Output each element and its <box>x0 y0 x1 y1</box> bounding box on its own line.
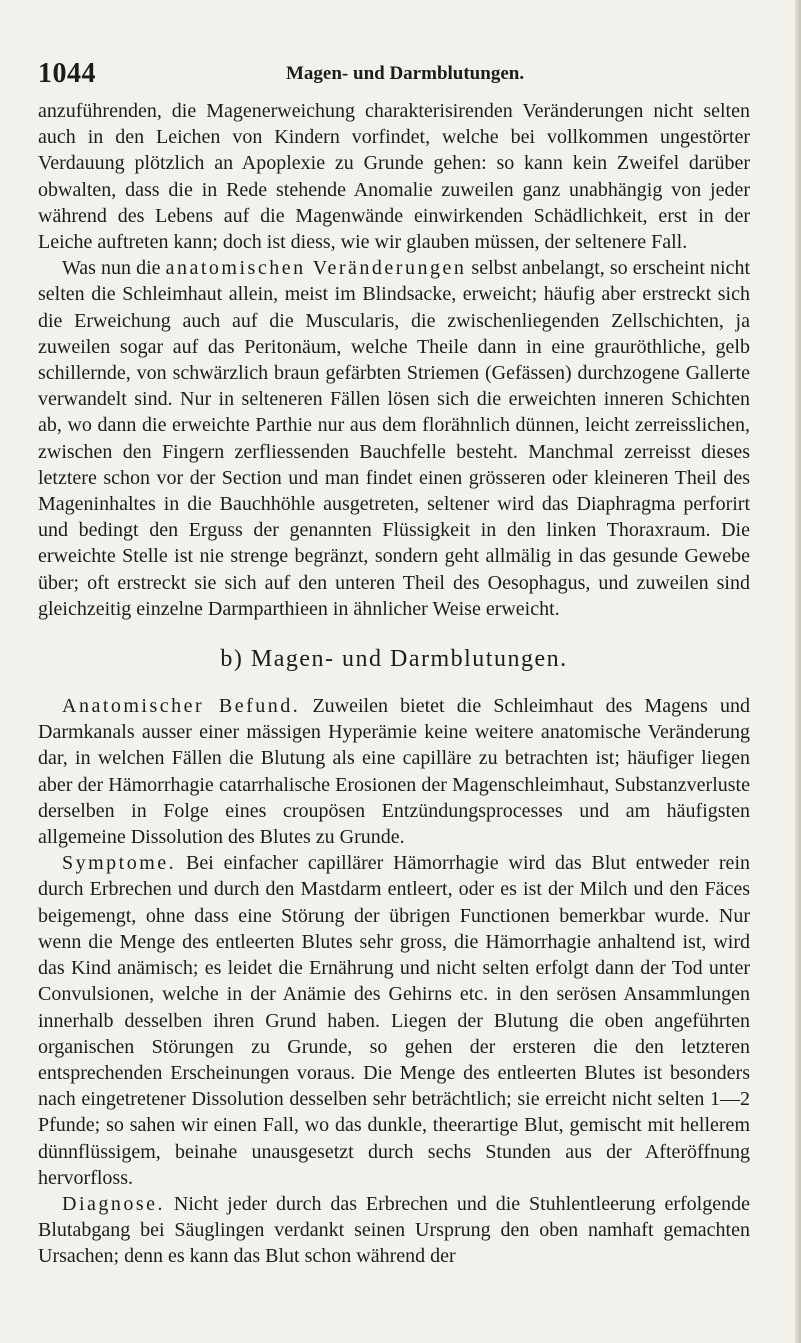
paragraph-continuation <box>38 98 750 255</box>
spaced-lead: Diagnose. <box>62 1192 166 1215</box>
spaced-lead: Anatomischer Befund. <box>62 695 301 718</box>
paragraph-text: Nicht jeder durch das Erbrechen und die Stuhlentleerung erfolgende Blutabgang bei Säuglingen verdankt seinen Ursprung den oben namhaft gemachten Ursachen; denn es kann das Blut schon während der <box>38 1192 750 1268</box>
page-edge <box>795 0 801 1343</box>
paragraph-pre: Was nun die <box>62 257 166 280</box>
section-heading: b) Magen- und Darmblutungen. <box>220 646 568 673</box>
paragraph-anatomical-findings <box>38 693 750 850</box>
body-text-section-b <box>38 693 750 1269</box>
spaced-emphasis: anatomischen Veränderungen <box>165 257 467 280</box>
paragraph-text: Zuweilen bietet die Schleimhaut des Magens und Darmkanals ausser einer mässigen Hyperämie keine weitere anatomische Veränderung dar, in welchen Fällen die Blutung als eine capilläre zu betrachten ist; häufiger liegen aber der Hämorrhagie catarrhalische Erosionen der Magenschleimhaut, Substanzverluste derselben in Folge eines croupösen Entzündungsprocesses und am häufigsten allgemeine Dissolution des Blutes zu Grunde. <box>38 695 750 849</box>
spaced-lead: Symptome. <box>62 852 177 875</box>
paragraph-symptoms <box>38 850 750 1191</box>
body-text <box>38 98 750 622</box>
paragraph-diagnosis <box>38 1191 750 1270</box>
book-page <box>38 58 750 1270</box>
paragraph-text: selbst anbelangt, so erscheint nicht selten die Schleimhaut allein, meist im Blindsacke, erweicht; häufig aber erstreckt sich die Erweichung auch auf die Muscularis, die zwischenliegenden Zellschichten, ja zuweilen sogar auf das Peritonäum, welche Theile dann in eine grauröthliche, gelb schillernde, von schwärzlich braun gefärbten Striemen (Gefässen) durchzogene Gallerte verwandelt sind. Nur in selteneren Fällen lösen sich die erweichten inneren Schichten ab, wo dann die erweichte Parthie nur aus dem florähnlich dünnen, leicht zerreisslichen, zwischen den Fingern zerfliessenden Bauchfelle besteht. Manchmal zerreisst dieses letztere schon vor der Section und man findet einen grösseren oder kleineren Theil des Mageninhaltes in die Bauchhöhle ausgetreten, seltener wird das Diaphragma perforirt und bedingt den Erguss der genannten Flüssigkeit in den linken Thoraxraum. Die erweichte Stelle ist nie strenge begränzt, sondern geht allmälig in das gesunde Gewebe über; oft erstreckt sie sich auf den unteren Theil des Oesophagus, und zuweilen sind gleichzeitig einzelne Darmparthieen in ähnlicher Weise erweicht. <box>38 257 750 620</box>
running-head: Magen- und Darmblutungen. <box>286 63 525 84</box>
page-number: 1044 <box>38 58 96 89</box>
paragraph-text: anzuführenden, die Magenerweichung charakterisirenden Veränderungen nicht selten auch in den Leichen von Kindern vorfindet, welche bei vollkommen ungestörter Verdauung plötzlich an Apoplexie zu Grunde gehen: so kann kein Zweifel darüber obwalten, dass die in Rede stehende Anomalie zuweilen ganz unabhängig von jeder während des Lebens auf die Magenwände einwirkenden Schädlichkeit, erst in der Leiche auftreten kann; doch ist diess, wie wir glauben müssen, der seltenere Fall. <box>38 100 750 254</box>
paragraph-anatomical-changes <box>38 255 750 622</box>
page-header <box>38 58 750 98</box>
paragraph-text: Bei einfacher capillärer Hämorrhagie wird das Blut entweder rein durch Erbrechen und durch den Mastdarm entleert, oder es ist der Milch und den Fäces beigemengt, ohne dass eine Störung der übrigen Functionen bemerkbar wurde. Nur wenn die Menge des entleerten Blutes sehr gross, die Hämorrhagie anhaltend ist, wird das Kind anämisch; es leidet die Ernährung und nicht selten erfolgt dann der Tod unter Convulsionen, welche in der Anämie des Gehirns etc. in den serösen Ansammlungen innerhalb desselben ihren Grund haben. Liegen der Blutung die oben angeführten organischen Störungen zu Grunde, so gehen der ersteren die den letzteren entsprechenden Erscheinungen voraus. Die Menge des entleerten Blutes ist besonders nach eingetretener Dissolution desselben sehr beträchtlich; sie erreicht nicht selten 1—2 Pfunde; so sahen wir einen Fall, wo das dunkle, theerartige Blut, gemischt mit hellerem dünnflüssigem, beinahe unausgesetzt durch sechs Stunden aus der Afteröffnung hervorfloss. <box>38 852 750 1189</box>
